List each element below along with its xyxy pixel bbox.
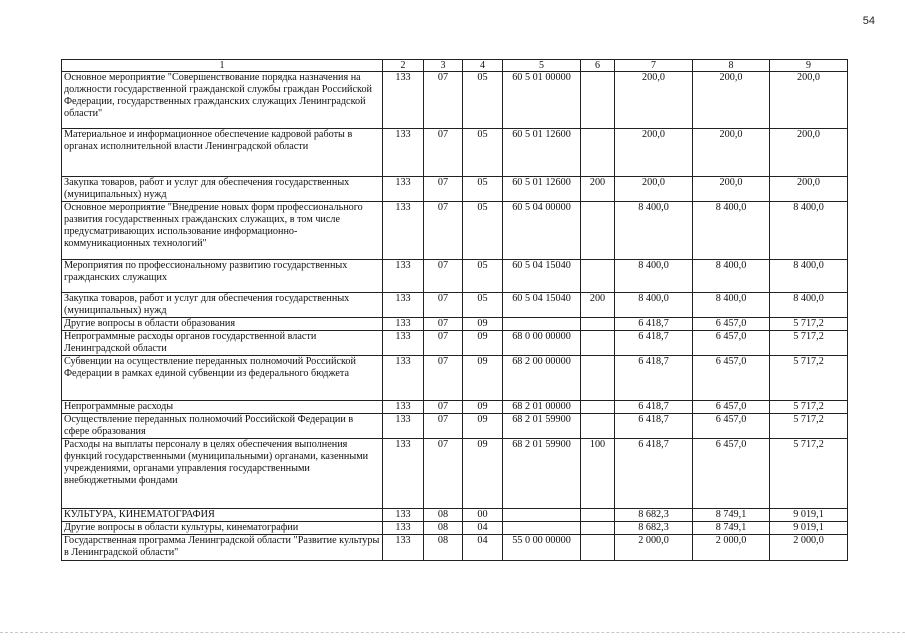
expense-type-cell: [581, 535, 615, 561]
header-cell: 9: [770, 60, 848, 72]
section-code-cell: 07: [424, 260, 463, 293]
header-cell: 2: [383, 60, 424, 72]
header-cell: 6: [581, 60, 615, 72]
target-article-cell: 68 2 01 59900: [503, 414, 581, 439]
subsection-code-cell: 09: [463, 414, 503, 439]
target-article-cell: 68 2 00 00000: [503, 356, 581, 401]
expense-type-cell: [581, 202, 615, 260]
amount-year1-cell: 6 418,7: [615, 414, 693, 439]
table-row: [62, 509, 848, 522]
ministry-code-cell: 133: [383, 260, 424, 293]
amount-year3-cell: 2 000,0: [770, 535, 848, 561]
expense-type-cell: [581, 509, 615, 522]
row-name-cell: Осуществление переданных полномочий Российской Федерации в сфере образования: [62, 414, 383, 439]
amount-year3-cell: 5 717,2: [770, 401, 848, 414]
amount-year1-cell: 8 400,0: [615, 260, 693, 293]
expense-type-cell: 200: [581, 177, 615, 202]
amount-year3-cell: 5 717,2: [770, 439, 848, 509]
expense-type-cell: [581, 331, 615, 356]
target-article-cell: 60 5 04 15040: [503, 260, 581, 293]
amount-year1-cell: 6 418,7: [615, 439, 693, 509]
amount-year3-cell: 5 717,2: [770, 331, 848, 356]
ministry-code-cell: 133: [383, 401, 424, 414]
table-row: [62, 535, 848, 561]
table-row: [62, 202, 848, 260]
subsection-code-cell: 05: [463, 72, 503, 129]
amount-year1-cell: 8 400,0: [615, 293, 693, 318]
target-article-cell: 55 0 00 00000: [503, 535, 581, 561]
section-code-cell: 07: [424, 439, 463, 509]
amount-year3-cell: 8 400,0: [770, 260, 848, 293]
row-name-cell: КУЛЬТУРА, КИНЕМАТОГРАФИЯ: [62, 509, 383, 522]
row-name-cell: Расходы на выплаты персоналу в целях обеспечения выполнения функций государственными (муниципальными) органами, казенными учреждениями, органами управления государственными внебюджетными фондами: [62, 439, 383, 509]
ministry-code-cell: 133: [383, 535, 424, 561]
section-code-cell: 07: [424, 356, 463, 401]
amount-year1-cell: 200,0: [615, 72, 693, 129]
table-row: [62, 260, 848, 293]
header-cell: 4: [463, 60, 503, 72]
row-name-cell: Субвенции на осуществление переданных полномочий Российской Федерации в рамках единой субвенции из федерального бюджета: [62, 356, 383, 401]
section-code-cell: 08: [424, 509, 463, 522]
ministry-code-cell: 133: [383, 356, 424, 401]
amount-year2-cell: 8 400,0: [693, 293, 770, 318]
amount-year2-cell: 200,0: [693, 72, 770, 129]
amount-year2-cell: 200,0: [693, 177, 770, 202]
expense-type-cell: 200: [581, 293, 615, 318]
target-article-cell: 60 5 01 12600: [503, 129, 581, 177]
amount-year2-cell: 8 400,0: [693, 202, 770, 260]
subsection-code-cell: 05: [463, 260, 503, 293]
target-article-cell: [503, 509, 581, 522]
header-cell: 8: [693, 60, 770, 72]
expense-type-cell: [581, 72, 615, 129]
amount-year1-cell: 8 400,0: [615, 202, 693, 260]
ministry-code-cell: 133: [383, 522, 424, 535]
expense-type-cell: 100: [581, 439, 615, 509]
row-name-cell: Закупка товаров, работ и услуг для обеспечения государственных (муниципальных) нужд: [62, 293, 383, 318]
row-name-cell: Основное мероприятие "Внедрение новых форм профессионального развития государственных гражданских служащих, в том числе предусматривающих использование информационно-коммуникационных технологий": [62, 202, 383, 260]
amount-year1-cell: 2 000,0: [615, 535, 693, 561]
amount-year3-cell: 9 019,1: [770, 522, 848, 535]
amount-year2-cell: 6 457,0: [693, 414, 770, 439]
amount-year2-cell: 8 749,1: [693, 509, 770, 522]
section-code-cell: 07: [424, 72, 463, 129]
table-row: [62, 522, 848, 535]
table-row: [62, 439, 848, 509]
ministry-code-cell: 133: [383, 414, 424, 439]
table-row: [62, 293, 848, 318]
row-name-cell: Государственная программа Ленинградской области "Развитие культуры в Ленинградской области": [62, 535, 383, 561]
amount-year2-cell: 6 457,0: [693, 356, 770, 401]
row-name-cell: Закупка товаров, работ и услуг для обеспечения государственных (муниципальных) нужд: [62, 177, 383, 202]
target-article-cell: 68 0 00 00000: [503, 331, 581, 356]
ministry-code-cell: 133: [383, 439, 424, 509]
table-row: [62, 414, 848, 439]
expense-type-cell: [581, 129, 615, 177]
target-article-cell: [503, 318, 581, 331]
amount-year2-cell: 6 457,0: [693, 318, 770, 331]
subsection-code-cell: 04: [463, 522, 503, 535]
target-article-cell: 60 5 01 00000: [503, 72, 581, 129]
amount-year2-cell: 200,0: [693, 129, 770, 177]
ministry-code-cell: 133: [383, 318, 424, 331]
section-code-cell: 08: [424, 522, 463, 535]
target-article-cell: 60 5 04 15040: [503, 293, 581, 318]
amount-year1-cell: 8 682,3: [615, 509, 693, 522]
section-code-cell: 07: [424, 414, 463, 439]
header-cell: 7: [615, 60, 693, 72]
subsection-code-cell: 09: [463, 331, 503, 356]
header-cell: 3: [424, 60, 463, 72]
target-article-cell: 60 5 04 00000: [503, 202, 581, 260]
amount-year2-cell: 6 457,0: [693, 331, 770, 356]
table-row: [62, 318, 848, 331]
target-article-cell: 68 2 01 00000: [503, 401, 581, 414]
section-code-cell: 07: [424, 202, 463, 260]
page-number: 54: [862, 15, 875, 27]
subsection-code-cell: 00: [463, 509, 503, 522]
amount-year3-cell: 5 717,2: [770, 356, 848, 401]
target-article-cell: 60 5 01 12600: [503, 177, 581, 202]
section-code-cell: 07: [424, 331, 463, 356]
section-code-cell: 07: [424, 129, 463, 177]
target-article-cell: [503, 522, 581, 535]
subsection-code-cell: 04: [463, 535, 503, 561]
amount-year2-cell: 6 457,0: [693, 439, 770, 509]
amount-year2-cell: 2 000,0: [693, 535, 770, 561]
table-row: [62, 129, 848, 177]
row-name-cell: Непрограммные расходы органов государственной власти Ленинградской области: [62, 331, 383, 356]
table-header-row: [62, 60, 848, 72]
amount-year2-cell: 8 749,1: [693, 522, 770, 535]
subsection-code-cell: 05: [463, 177, 503, 202]
amount-year3-cell: 5 717,2: [770, 318, 848, 331]
ministry-code-cell: 133: [383, 293, 424, 318]
section-code-cell: 07: [424, 318, 463, 331]
table-row: [62, 401, 848, 414]
row-name-cell: Мероприятия по профессиональному развитию государственных гражданских служащих: [62, 260, 383, 293]
subsection-code-cell: 05: [463, 202, 503, 260]
table-row: [62, 331, 848, 356]
page-bottom-divider: [0, 632, 905, 633]
amount-year3-cell: 8 400,0: [770, 202, 848, 260]
subsection-code-cell: 09: [463, 356, 503, 401]
table-row: [62, 72, 848, 129]
expense-type-cell: [581, 356, 615, 401]
target-article-cell: 68 2 01 59900: [503, 439, 581, 509]
amount-year3-cell: 200,0: [770, 72, 848, 129]
section-code-cell: 07: [424, 293, 463, 318]
budget-table: [61, 59, 848, 561]
row-name-cell: Другие вопросы в области культуры, кинематографии: [62, 522, 383, 535]
expense-type-cell: [581, 414, 615, 439]
section-code-cell: 07: [424, 401, 463, 414]
amount-year2-cell: 6 457,0: [693, 401, 770, 414]
ministry-code-cell: 133: [383, 331, 424, 356]
amount-year3-cell: 200,0: [770, 129, 848, 177]
ministry-code-cell: 133: [383, 72, 424, 129]
row-name-cell: Непрограммные расходы: [62, 401, 383, 414]
row-name-cell: Основное мероприятие "Совершенствование порядка назначения на должности государственной гражданской службы граждан Российской Федерации, государственных гражданских служащих Ленинградской области": [62, 72, 383, 129]
row-name-cell: Материальное и информационное обеспечение кадровой работы в органах исполнительной власти Ленинградской области: [62, 129, 383, 177]
amount-year1-cell: 200,0: [615, 129, 693, 177]
amount-year1-cell: 6 418,7: [615, 318, 693, 331]
table-row: [62, 177, 848, 202]
subsection-code-cell: 05: [463, 293, 503, 318]
amount-year3-cell: 200,0: [770, 177, 848, 202]
subsection-code-cell: 05: [463, 129, 503, 177]
subsection-code-cell: 09: [463, 401, 503, 414]
amount-year3-cell: 8 400,0: [770, 293, 848, 318]
row-name-cell: Другие вопросы в области образования: [62, 318, 383, 331]
expense-type-cell: [581, 318, 615, 331]
amount-year3-cell: 9 019,1: [770, 509, 848, 522]
header-cell: 1: [62, 60, 383, 72]
ministry-code-cell: 133: [383, 202, 424, 260]
amount-year1-cell: 8 682,3: [615, 522, 693, 535]
subsection-code-cell: 09: [463, 318, 503, 331]
expense-type-cell: [581, 522, 615, 535]
ministry-code-cell: 133: [383, 177, 424, 202]
section-code-cell: 08: [424, 535, 463, 561]
amount-year2-cell: 8 400,0: [693, 260, 770, 293]
amount-year1-cell: 6 418,7: [615, 331, 693, 356]
amount-year1-cell: 6 418,7: [615, 356, 693, 401]
ministry-code-cell: 133: [383, 129, 424, 177]
expense-type-cell: [581, 260, 615, 293]
section-code-cell: 07: [424, 177, 463, 202]
subsection-code-cell: 09: [463, 439, 503, 509]
header-cell: 5: [503, 60, 581, 72]
amount-year3-cell: 5 717,2: [770, 414, 848, 439]
table-row: [62, 356, 848, 401]
ministry-code-cell: 133: [383, 509, 424, 522]
amount-year1-cell: 6 418,7: [615, 401, 693, 414]
amount-year1-cell: 200,0: [615, 177, 693, 202]
expense-type-cell: [581, 401, 615, 414]
